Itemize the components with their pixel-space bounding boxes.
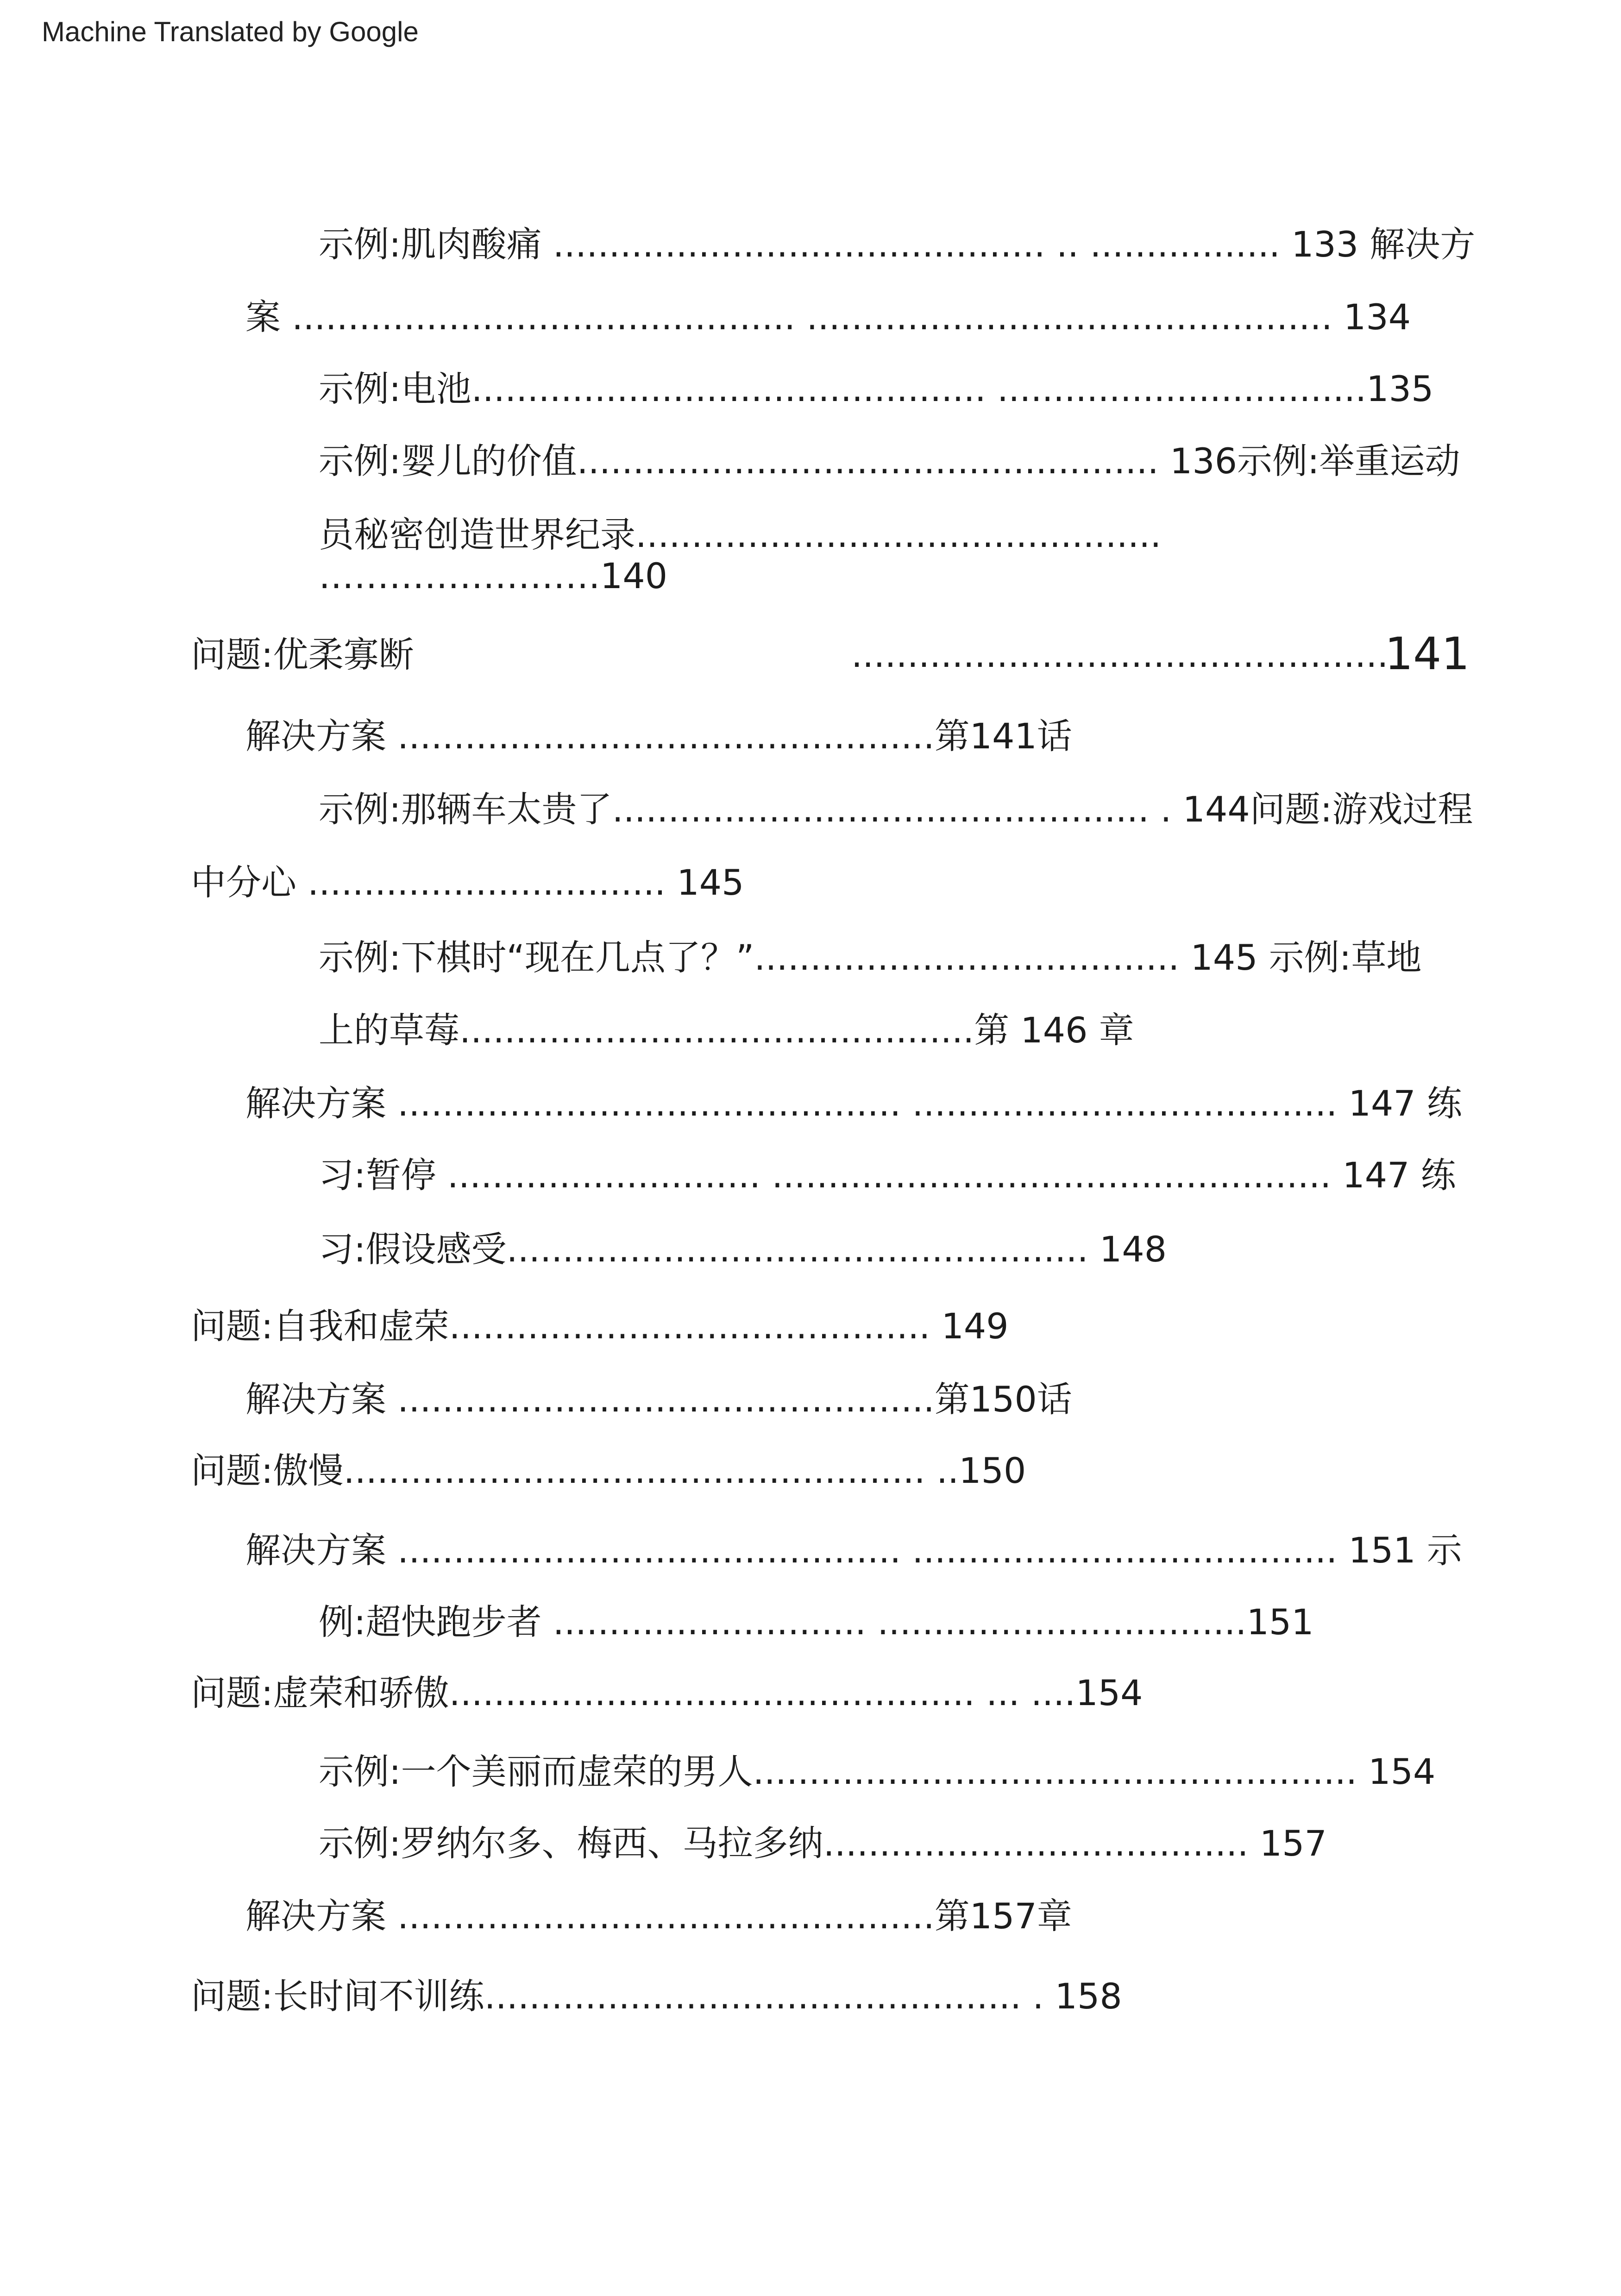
toc-entry: 示例:肌肉酸痛 ............................................ .. ................. 133 解决方 [319, 224, 1476, 265]
toc-entry: 示例:一个美丽而虚荣的男人...................................................... 154 [319, 1751, 1436, 1792]
toc-entry: 示例:下棋时“现在几点了？”...................................... 145 示例:草地 [319, 937, 1422, 978]
toc-leader-dots: ................................................ [851, 634, 1389, 675]
toc-entry: 示例:电池.............................................. .................................135 [319, 368, 1434, 409]
toc-entry: 解决方案 ............................................. ...................................... 147 练 [245, 1083, 1462, 1124]
toc-entry: 员秘密创造世界纪录............................................... [319, 514, 1162, 555]
toc-entry: 问题:自我和虚荣........................................... 149 [191, 1305, 1009, 1347]
toc-entry: 中分心 ................................ 145 [191, 862, 744, 903]
toc-entry: 解决方案 ................................................第157章 [245, 1895, 1072, 1937]
toc-entry: 示例:罗纳尔多、梅西、马拉多纳...................................... 157 [319, 1823, 1327, 1864]
toc-entry: 例:超快跑步者 ............................ .................................151 [319, 1601, 1314, 1643]
toc-entry: 解决方案 ................................................第150话 [245, 1379, 1072, 1420]
toc-entry: 问题:傲慢.................................................... ..150 [191, 1450, 1026, 1491]
toc-entry: 解决方案 ............................................. ...................................... 151 示 [245, 1530, 1462, 1571]
toc-entry: 上的草莓..............................................第 146 章 [319, 1010, 1134, 1051]
toc-entry: 解决方案 ................................................第141话 [245, 715, 1072, 757]
toc-entry: 示例:婴儿的价值.................................................... 136示例:举重运动 [319, 440, 1460, 482]
toc-entry: 示例:那辆车太贵了................................................ . 144问题:游戏过程 [319, 789, 1473, 830]
toc-page-number: 141 [1385, 628, 1470, 680]
toc-entry: 问题:长时间不训练................................................ . 158 [191, 1976, 1122, 2017]
toc-entry: 案 ............................................. ............................................... 134 [245, 296, 1411, 338]
machine-translation-header: Machine Translated by Google [42, 16, 419, 47]
toc-entry: 问题:优柔寡断 [191, 634, 414, 675]
toc-entry: ……………………140 [319, 555, 668, 596]
toc-entry: 问题:虚荣和骄傲............................................... ... ....154 [191, 1672, 1143, 1713]
toc-entry: 习:暂停 ............................ .................................................. 147 练 [319, 1154, 1456, 1196]
toc-entry: 习:假设感受.................................................... 148 [319, 1229, 1167, 1270]
